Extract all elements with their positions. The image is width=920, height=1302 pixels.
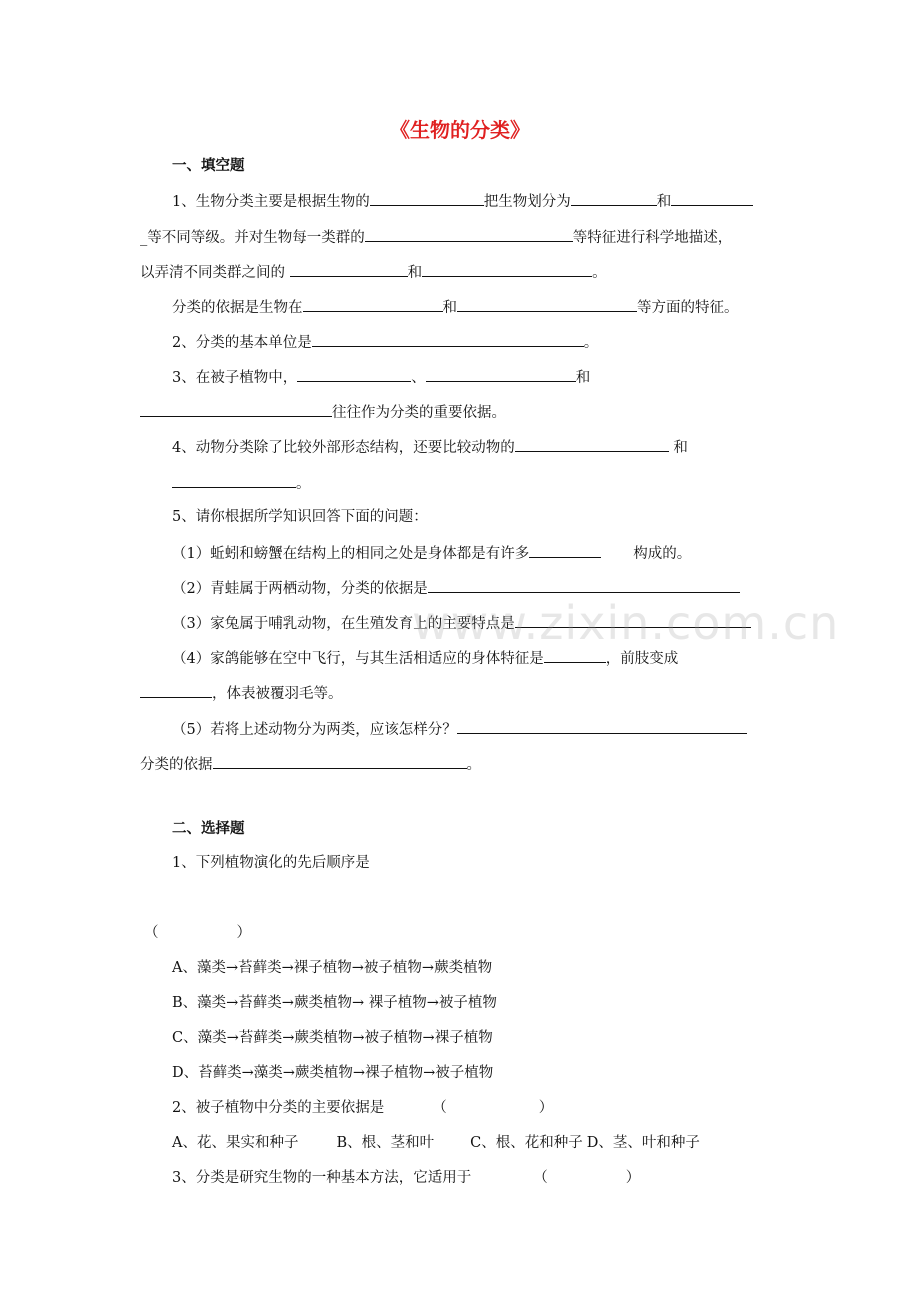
q1-text-9: 分类的依据是生物在 (172, 300, 303, 316)
blank[interactable] (428, 577, 740, 593)
blank[interactable] (140, 682, 212, 698)
q1-text-6: 以弄清不同类群之间的 (140, 265, 285, 281)
q4-line2 (172, 472, 311, 494)
section1-heading: 一、填空题 (172, 157, 245, 174)
blank[interactable] (140, 401, 332, 417)
blank[interactable] (365, 226, 573, 242)
q5-intro: 5、请你根据所学知识回答下面的问题： (172, 509, 428, 525)
q5-sub5-text-b: 分类的依据 (140, 757, 213, 773)
q5-sub4-text-c: ，体表被覆羽毛等。 (212, 686, 343, 702)
q5-sub5-text-c: 。 (466, 757, 481, 773)
blank[interactable] (312, 331, 584, 347)
blank[interactable] (457, 718, 747, 734)
q3-text-2: 、 (411, 370, 426, 386)
mc-q2-options (172, 1133, 700, 1153)
blank[interactable] (671, 190, 753, 206)
q4-text-3: 。 (296, 476, 311, 492)
q3-line2 (140, 401, 506, 423)
section2-heading: 二、选择题 (172, 820, 245, 837)
q5-sub1-text-b: 构成的。 (633, 546, 692, 562)
watermark: www.zixin.com.cn (412, 596, 840, 650)
mc-q1-option-b[interactable]: B、藻类→苔藓类→蕨类植物→ 裸子植物→被子植物 (172, 995, 497, 1011)
q1-text-2: 把生物划分为 (483, 194, 571, 210)
mc-q2-stem-line (172, 1098, 553, 1118)
blank[interactable] (457, 296, 637, 312)
q1-line4 (172, 296, 739, 318)
q1-text-4: _等不同等级。并对生物每一类群的 (140, 230, 365, 246)
mc-q2-option-d[interactable]: D、茎、叶和种子 (586, 1135, 700, 1151)
q5-sub5-line2 (140, 753, 481, 775)
q5-sub5-text-a: （5）若将上述动物分为两类，应该怎样分？ (172, 722, 457, 738)
q2-text-2: 。 (583, 335, 599, 351)
mc-q1-stem: 1、下列植物演化的先后顺序是 (172, 855, 370, 871)
blank[interactable] (422, 261, 592, 277)
mc-q1-answer-paren[interactable] (144, 923, 251, 943)
blank[interactable] (290, 261, 408, 277)
blank[interactable] (303, 296, 443, 312)
q5-sub5-line1 (172, 718, 747, 740)
mc-q2-stem: 2、被子植物中分类的主要依据是 (172, 1100, 385, 1116)
q1-text-7: 和 (407, 265, 423, 281)
paren-close: ） (236, 925, 251, 941)
mc-q3-stem: 3、分类是研究生物的一种基本方法，它适用于 (172, 1170, 472, 1186)
blank[interactable] (515, 436, 669, 452)
q1-line3 (140, 261, 607, 283)
q4-text-2: 和 (673, 440, 688, 456)
q1-text-8: 。 (592, 265, 607, 281)
paren-open: （ (144, 925, 159, 941)
blank[interactable] (297, 366, 411, 382)
q5-sub2-text: （2）青蛙属于两栖动物，分类的依据是 (172, 581, 428, 597)
mc-q1-option-d[interactable]: D、苔藓类→藻类→蕨类植物→裸子植物→被子植物 (172, 1065, 494, 1081)
paren-close[interactable]: ） (538, 1100, 554, 1116)
mc-q2-option-b[interactable]: B、根、茎和叶 (336, 1135, 435, 1151)
q5-sub3-text: （3）家兔属于哺乳动物，在生殖发育上的主要特点是 (172, 616, 515, 632)
q5-sub4-text-a: （4）家鸽能够在空中飞行，与其生活相适应的身体特征是 (172, 651, 544, 667)
paren-open[interactable]: （ (432, 1100, 447, 1116)
blank[interactable] (426, 366, 576, 382)
blank[interactable] (213, 753, 467, 769)
q1-line2 (140, 226, 732, 248)
q5-sub4-line1 (172, 647, 678, 669)
mc-q3-stem-line (172, 1168, 640, 1188)
blank[interactable] (529, 542, 601, 558)
q1-text-10: 和 (442, 300, 457, 316)
q5-sub4-text-b: ，前肢变成 (605, 651, 679, 667)
blank[interactable] (172, 472, 296, 488)
mc-q2-option-c[interactable]: C、根、花和种子 (470, 1135, 583, 1151)
mc-q1-option-c[interactable]: C、藻类→苔藓类→蕨类植物→被子植物→裸子植物 (172, 1030, 493, 1046)
q1-line1 (172, 190, 753, 212)
q1-text-5: 等特征进行科学地描述， (572, 230, 733, 246)
q1-text-1: 1、生物分类主要是根据生物的 (172, 194, 370, 210)
mc-q1-option-a[interactable]: A、藻类→苔藓类→裸子植物→被子植物→蕨类植物 (172, 960, 493, 976)
q3-text-4: 往往作为分类的重要依据。 (332, 405, 506, 421)
q2-text-1: 2、分类的基本单位是 (172, 335, 312, 351)
q5-sub1 (172, 542, 691, 564)
paren-open[interactable]: （ (533, 1170, 548, 1186)
q5-sub1-text-a: （1）蚯蚓和螃蟹在结构上的相同之处是身体都是有许多 (172, 546, 530, 562)
q2-line (172, 331, 598, 353)
q1-text-3: 和 (656, 194, 672, 210)
q3-text-1: 3、在被子植物中， (172, 370, 298, 386)
q4-line1 (172, 436, 688, 458)
q1-text-11: 等方面的特征。 (637, 300, 739, 316)
paren-close[interactable]: ） (625, 1170, 641, 1186)
q5-sub4-line2 (140, 682, 343, 704)
q4-text-1: 4、动物分类除了比较外部形态结构，还要比较动物的 (172, 440, 515, 456)
blank[interactable] (571, 190, 657, 206)
blank[interactable] (370, 190, 484, 206)
q3-text-3: 和 (575, 370, 591, 386)
page-title: 《生物的分类》 (390, 118, 530, 142)
mc-q2-option-a[interactable]: A、花、果实和种子 (172, 1135, 299, 1151)
q3-line1 (172, 366, 590, 388)
